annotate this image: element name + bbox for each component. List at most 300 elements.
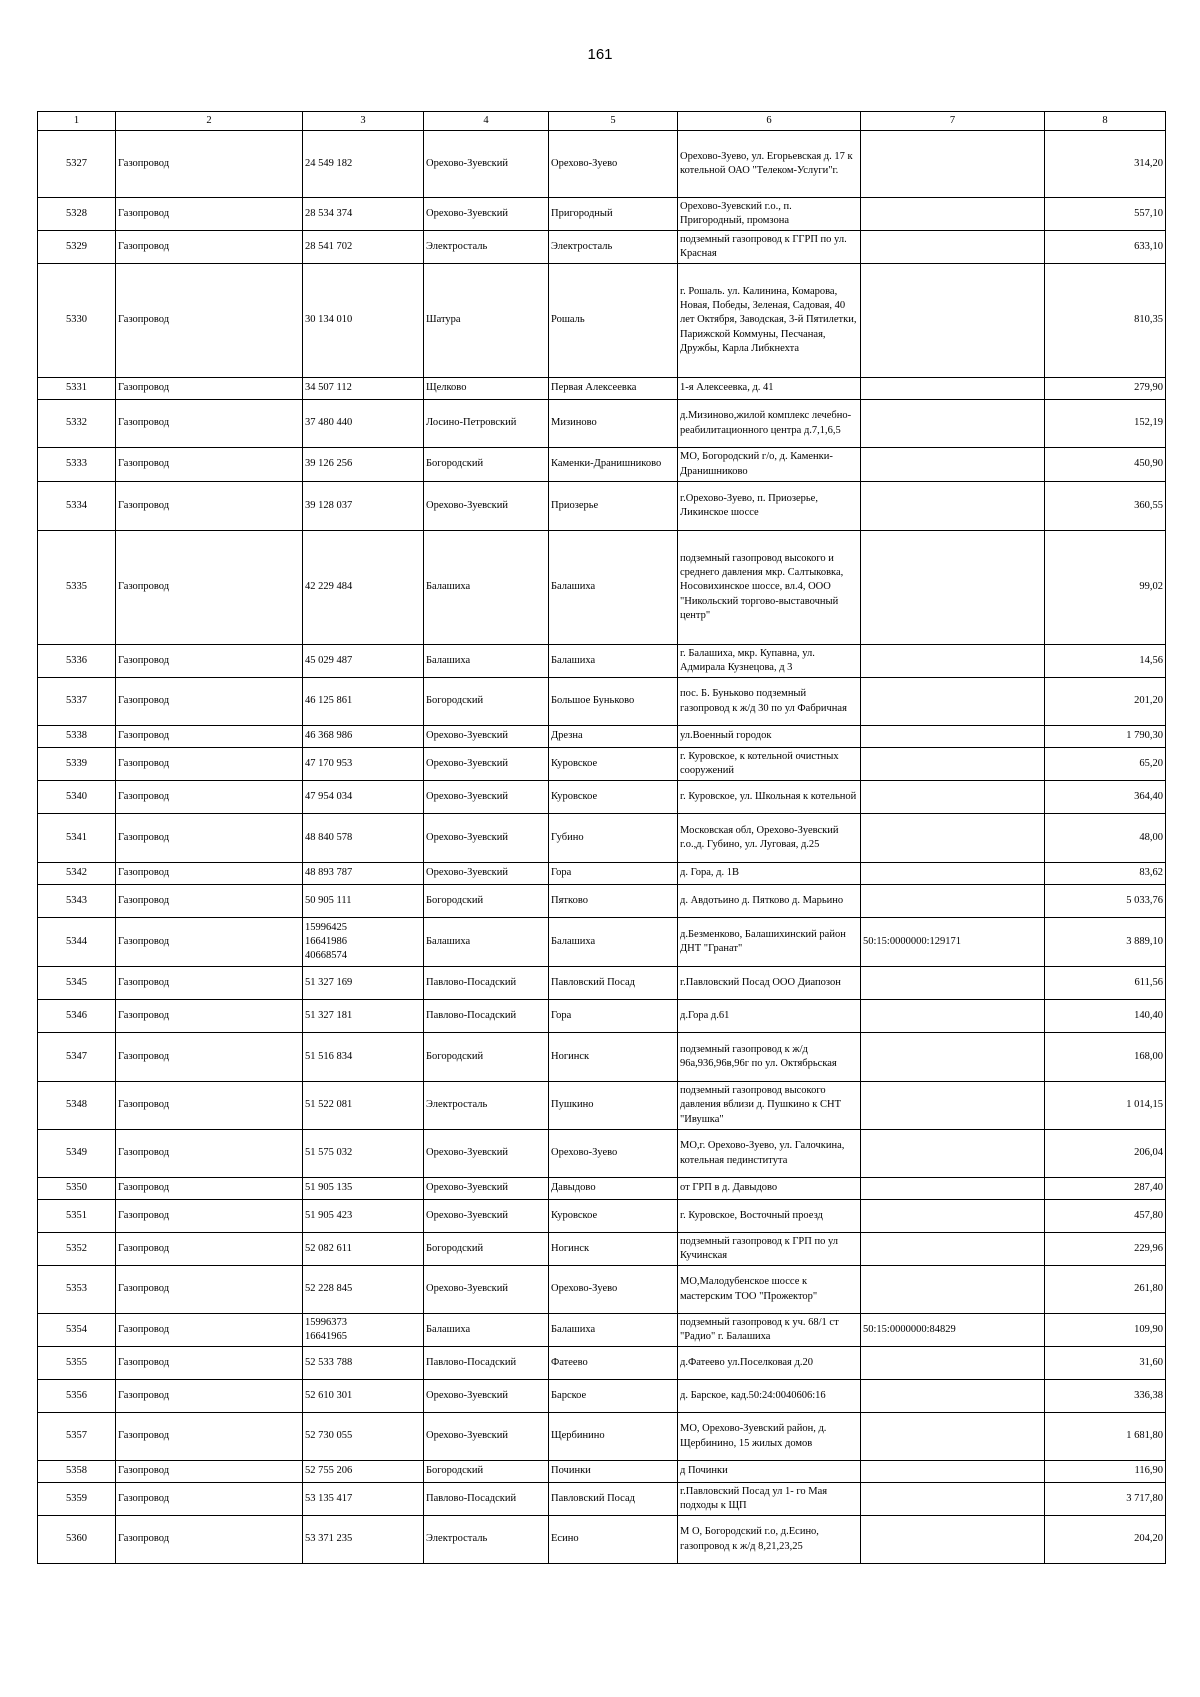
inventory-code-cell: [303, 1347, 424, 1380]
inventory-code-line: 47 954 034: [305, 790, 353, 802]
page-number: 161: [587, 46, 613, 63]
address-cell: г. Балашиха, мкр. Купавна, ул. Адмирала Кузнецова, д 3: [678, 645, 861, 678]
cadastral-number-cell: [861, 198, 1045, 231]
inventory-code-line: 51 327 169: [305, 976, 353, 988]
district-cell: Павлово-Посадский: [424, 1347, 549, 1380]
inventory-code-cell: [303, 781, 424, 814]
address-cell: МО, Богородский г/о, д. Каменки-Дранишниково: [678, 448, 861, 482]
inventory-code-cell: [303, 1178, 424, 1200]
cadastral-number-cell: [861, 967, 1045, 1000]
object-type-cell: Газопровод: [116, 131, 303, 198]
inventory-code-line: 15996425: [305, 921, 347, 933]
table-body: [38, 131, 1166, 1564]
locality-cell: Балашиха: [549, 645, 678, 678]
table-row: [38, 726, 1166, 748]
inventory-code-line: 50 905 111: [305, 894, 352, 906]
table-row: [38, 482, 1166, 531]
inventory-code-line: 28 534 374: [305, 207, 353, 219]
cadastral-number-cell: [861, 885, 1045, 918]
address-cell: 1-я Алексеевка, д. 41: [678, 378, 861, 400]
object-type-cell: Газопровод: [116, 1314, 303, 1347]
row-number-cell: 5349: [38, 1130, 116, 1178]
address-cell: г. Куровское, ул. Школьная к котельной: [678, 781, 861, 814]
table-row: [38, 1130, 1166, 1178]
address-cell: подземный газопровод к ж/д 96а,936,96в,96г по ул. Октябрьская: [678, 1033, 861, 1082]
cadastral-number-cell: [861, 1033, 1045, 1082]
column-header: 2: [116, 112, 303, 131]
district-cell: Щелково: [424, 378, 549, 400]
object-type-cell: Газопровод: [116, 814, 303, 863]
object-type-cell: Газопровод: [116, 198, 303, 231]
table-row: [38, 531, 1166, 645]
address-cell: д. Гора, д. 1В: [678, 863, 861, 885]
column-number-row: [38, 112, 1166, 131]
address-cell: д.Гора д.61: [678, 1000, 861, 1033]
inventory-code-line: 51 905 135: [305, 1182, 353, 1194]
locality-cell: Балашиха: [549, 918, 678, 967]
inventory-code-cell: [303, 1082, 424, 1130]
locality-cell: Павловский Посад: [549, 1483, 678, 1516]
row-number-cell: 5331: [38, 378, 116, 400]
length-cell: 287,40: [1045, 1178, 1166, 1200]
object-type-cell: Газопровод: [116, 400, 303, 448]
length-cell: 99,02: [1045, 531, 1166, 645]
row-number-cell: 5350: [38, 1178, 116, 1200]
inventory-code-line: 16641986: [305, 935, 347, 947]
cadastral-number-cell: 50:15:0000000:84829: [861, 1314, 1045, 1347]
address-cell: г. Куровское, Восточный проезд: [678, 1200, 861, 1233]
locality-cell: Пятково: [549, 885, 678, 918]
district-cell: Павлово-Посадский: [424, 967, 549, 1000]
inventory-code-line: 52 533 788: [305, 1356, 353, 1368]
table-row: [38, 885, 1166, 918]
inventory-code-cell: [303, 1000, 424, 1033]
length-cell: 5 033,76: [1045, 885, 1166, 918]
length-cell: 450,90: [1045, 448, 1166, 482]
locality-cell: Балашиха: [549, 531, 678, 645]
object-type-cell: Газопровод: [116, 726, 303, 748]
object-type-cell: Газопровод: [116, 918, 303, 967]
district-cell: Богородский: [424, 448, 549, 482]
locality-cell: Мизиново: [549, 400, 678, 448]
length-cell: 83,62: [1045, 863, 1166, 885]
district-cell: Орехово-Зуевский: [424, 1130, 549, 1178]
address-cell: подземный газопровод к уч. 68/1 ст "Радио" г. Балашиха: [678, 1314, 861, 1347]
length-cell: 65,20: [1045, 748, 1166, 781]
object-type-cell: Газопровод: [116, 1347, 303, 1380]
length-cell: 204,20: [1045, 1516, 1166, 1564]
row-number-cell: 5359: [38, 1483, 116, 1516]
inventory-code-line: 52 755 206: [305, 1465, 353, 1477]
object-type-cell: Газопровод: [116, 1033, 303, 1082]
row-number-cell: 5343: [38, 885, 116, 918]
locality-cell: Гора: [549, 863, 678, 885]
length-cell: 140,40: [1045, 1000, 1166, 1033]
row-number-cell: 5337: [38, 678, 116, 726]
address-cell: г.Орехово-Зуево, п. Приозерье, Ликинское шоссе: [678, 482, 861, 531]
address-cell: МО,Малодубенское шоссе к мастерским ТОО "Прожектор": [678, 1266, 861, 1314]
table-row: [38, 814, 1166, 863]
table-row: [38, 967, 1166, 1000]
address-cell: ул.Военный городок: [678, 726, 861, 748]
cadastral-number-cell: [861, 482, 1045, 531]
object-type-cell: Газопровод: [116, 531, 303, 645]
inventory-code-line: 45 029 487: [305, 654, 353, 666]
locality-cell: Есино: [549, 1516, 678, 1564]
district-cell: Электросталь: [424, 231, 549, 264]
row-number-cell: 5344: [38, 918, 116, 967]
object-type-cell: Газопровод: [116, 1380, 303, 1413]
district-cell: Электросталь: [424, 1516, 549, 1564]
district-cell: Орехово-Зуевский: [424, 1413, 549, 1461]
locality-cell: Фатеево: [549, 1347, 678, 1380]
locality-cell: Орехово-Зуево: [549, 1266, 678, 1314]
inventory-code-line: 52 082 611: [305, 1242, 352, 1254]
row-number-cell: 5333: [38, 448, 116, 482]
locality-cell: Каменки-Дранишниково: [549, 448, 678, 482]
table-row: [38, 1000, 1166, 1033]
object-type-cell: Газопровод: [116, 231, 303, 264]
inventory-code-line: 46 368 986: [305, 730, 353, 742]
row-number-cell: 5341: [38, 814, 116, 863]
length-cell: 116,90: [1045, 1461, 1166, 1483]
locality-cell: Пригородный: [549, 198, 678, 231]
inventory-code-cell: [303, 400, 424, 448]
district-cell: Орехово-Зуевский: [424, 1200, 549, 1233]
locality-cell: Щербинино: [549, 1413, 678, 1461]
district-cell: Лосино-Петровский: [424, 400, 549, 448]
length-cell: 360,55: [1045, 482, 1166, 531]
inventory-code-cell: [303, 198, 424, 231]
table-row: [38, 748, 1166, 781]
district-cell: Шатура: [424, 264, 549, 378]
row-number-cell: 5347: [38, 1033, 116, 1082]
address-cell: д.Безменково, Балашихинский район ДНТ "Гранат": [678, 918, 861, 967]
table-row: [38, 231, 1166, 264]
cadastral-number-cell: [861, 1516, 1045, 1564]
address-cell: г. Рошаль. ул. Калинина, Комарова, Новая, Победы, Зеленая, Садовая, 40 лет Октября, Заводская, 3-й Пятилетки, Парижской Коммуны, Песчаная, Дружбы, Карла Либкнехта: [678, 264, 861, 378]
cadastral-number-cell: [861, 1178, 1045, 1200]
inventory-code-cell: [303, 1130, 424, 1178]
length-cell: 611,56: [1045, 967, 1166, 1000]
inventory-code-cell: [303, 1233, 424, 1266]
row-number-cell: 5353: [38, 1266, 116, 1314]
district-cell: Электросталь: [424, 1082, 549, 1130]
inventory-code-line: 52 228 845: [305, 1283, 353, 1295]
locality-cell: Ногинск: [549, 1233, 678, 1266]
locality-cell: Орехово-Зуево: [549, 131, 678, 198]
inventory-code-line: 34 507 112: [305, 382, 352, 394]
address-cell: подземный газопровод к ГГРП по ул. Красная: [678, 231, 861, 264]
length-cell: 279,90: [1045, 378, 1166, 400]
address-cell: д. Барское, кад.50:24:0040606:16: [678, 1380, 861, 1413]
inventory-code-cell: [303, 131, 424, 198]
table-row: [38, 1266, 1166, 1314]
address-cell: от ГРП в д. Давыдово: [678, 1178, 861, 1200]
object-type-cell: Газопровод: [116, 1266, 303, 1314]
object-type-cell: Газопровод: [116, 967, 303, 1000]
locality-cell: Куровское: [549, 1200, 678, 1233]
cadastral-number-cell: [861, 400, 1045, 448]
inventory-code-line: 51 905 423: [305, 1209, 353, 1221]
length-cell: 1 681,80: [1045, 1413, 1166, 1461]
length-cell: 1 790,30: [1045, 726, 1166, 748]
object-type-cell: Газопровод: [116, 885, 303, 918]
length-cell: 364,40: [1045, 781, 1166, 814]
cadastral-number-cell: [861, 1266, 1045, 1314]
inventory-code-cell: [303, 264, 424, 378]
row-number-cell: 5339: [38, 748, 116, 781]
inventory-code-cell: [303, 378, 424, 400]
address-cell: д.Фатеево ул.Поселковая д.20: [678, 1347, 861, 1380]
inventory-code-cell: [303, 885, 424, 918]
table-row: [38, 918, 1166, 967]
inventory-code-cell: [303, 1380, 424, 1413]
object-type-cell: Газопровод: [116, 1000, 303, 1033]
inventory-code-line: 48 840 578: [305, 831, 353, 843]
locality-cell: Гора: [549, 1000, 678, 1033]
address-cell: подземный газопровод высокого давления вблизи д. Пушкино к СНТ "Ивушка": [678, 1082, 861, 1130]
inventory-code-line: 15996373: [305, 1316, 347, 1328]
row-number-cell: 5328: [38, 198, 116, 231]
cadastral-number-cell: [861, 448, 1045, 482]
inventory-code-cell: [303, 863, 424, 885]
inventory-code-cell: [303, 448, 424, 482]
cadastral-number-cell: [861, 1082, 1045, 1130]
cadastral-number-cell: [861, 531, 1045, 645]
locality-cell: Пушкино: [549, 1082, 678, 1130]
table-row: [38, 1461, 1166, 1483]
object-type-cell: Газопровод: [116, 748, 303, 781]
table-row: [38, 1380, 1166, 1413]
row-number-cell: 5354: [38, 1314, 116, 1347]
inventory-code-line: 37 480 440: [305, 417, 353, 429]
length-cell: 206,04: [1045, 1130, 1166, 1178]
inventory-code-line: 16641965: [305, 1331, 347, 1342]
locality-cell: Починки: [549, 1461, 678, 1483]
length-cell: 1 014,15: [1045, 1082, 1166, 1130]
cadastral-number-cell: [861, 1200, 1045, 1233]
inventory-code-line: 39 126 256: [305, 458, 353, 470]
locality-cell: Дрезна: [549, 726, 678, 748]
inventory-code-line: 30 134 010: [305, 314, 353, 326]
district-cell: Орехово-Зуевский: [424, 863, 549, 885]
district-cell: Балашиха: [424, 918, 549, 967]
inventory-code-cell: [303, 814, 424, 863]
locality-cell: Куровское: [549, 748, 678, 781]
table-row: [38, 678, 1166, 726]
cadastral-number-cell: [861, 645, 1045, 678]
inventory-code-cell: [303, 1483, 424, 1516]
district-cell: Орехово-Зуевский: [424, 781, 549, 814]
row-number-cell: 5358: [38, 1461, 116, 1483]
length-cell: 633,10: [1045, 231, 1166, 264]
table-row: [38, 1200, 1166, 1233]
inventory-code-line: 42 229 484: [305, 581, 353, 593]
cadastral-number-cell: [861, 131, 1045, 198]
length-cell: 201,20: [1045, 678, 1166, 726]
cadastral-number-cell: [861, 863, 1045, 885]
inventory-code-line: 51 516 834: [305, 1050, 353, 1062]
table-row: [38, 1516, 1166, 1564]
address-cell: д. Авдотьино д. Пятково д. Марьино: [678, 885, 861, 918]
row-number-cell: 5342: [38, 863, 116, 885]
cadastral-number-cell: [861, 726, 1045, 748]
cadastral-number-cell: [861, 678, 1045, 726]
locality-cell: Куровское: [549, 781, 678, 814]
cadastral-number-cell: [861, 231, 1045, 264]
gas-pipeline-registry-table: [37, 111, 1166, 1564]
row-number-cell: 5332: [38, 400, 116, 448]
row-number-cell: 5338: [38, 726, 116, 748]
district-cell: Балашиха: [424, 645, 549, 678]
row-number-cell: 5351: [38, 1200, 116, 1233]
table-row: [38, 131, 1166, 198]
address-cell: д Починки: [678, 1461, 861, 1483]
table-row: [38, 1483, 1166, 1516]
district-cell: Орехово-Зуевский: [424, 748, 549, 781]
cadastral-number-cell: 50:15:0000000:129171: [861, 918, 1045, 967]
address-cell: Орехово-Зуево, ул. Егорьевская д. 17 к котельной ОАО "Телеком-Услуги"г.: [678, 131, 861, 198]
object-type-cell: Газопровод: [116, 1516, 303, 1564]
inventory-code-cell: [303, 1516, 424, 1564]
cadastral-number-cell: [861, 781, 1045, 814]
row-number-cell: 5356: [38, 1380, 116, 1413]
cadastral-number-cell: [861, 1461, 1045, 1483]
table-row: [38, 1082, 1166, 1130]
column-header: 4: [424, 112, 549, 131]
address-cell: подземный газопровод к ГРП по ул Кучинская: [678, 1233, 861, 1266]
column-header: 3: [303, 112, 424, 131]
address-cell: Орехово-Зуевский г.о., п. Пригородный, промзона: [678, 198, 861, 231]
object-type-cell: Газопровод: [116, 1461, 303, 1483]
address-cell: г.Павловский Посад ООО Диапозон: [678, 967, 861, 1000]
locality-cell: Барское: [549, 1380, 678, 1413]
cadastral-number-cell: [861, 1380, 1045, 1413]
inventory-code-line: 28 541 702: [305, 240, 353, 252]
row-number-cell: 5360: [38, 1516, 116, 1564]
object-type-cell: Газопровод: [116, 1483, 303, 1516]
inventory-code-line: 39 128 037: [305, 499, 353, 511]
table-row: [38, 1347, 1166, 1380]
table-row: [38, 1413, 1166, 1461]
length-cell: 109,90: [1045, 1314, 1166, 1347]
row-number-cell: 5340: [38, 781, 116, 814]
length-cell: 810,35: [1045, 264, 1166, 378]
object-type-cell: Газопровод: [116, 1413, 303, 1461]
district-cell: Богородский: [424, 1233, 549, 1266]
district-cell: Орехово-Зуевский: [424, 1380, 549, 1413]
address-cell: г.Павловский Посад ул 1- го Мая подходы к ЩП: [678, 1483, 861, 1516]
length-cell: 3 717,80: [1045, 1483, 1166, 1516]
object-type-cell: Газопровод: [116, 482, 303, 531]
address-cell: Московская обл, Орехово-Зуевский г.о.,д. Губино, ул. Луговая, д.25: [678, 814, 861, 863]
address-cell: подземный газопровод высокого и среднего давления мкр. Салтыковка, Носовихинское шоссе, вл.4, ООО "Никольский торгово-выставочный центр": [678, 531, 861, 645]
district-cell: Балашиха: [424, 1314, 549, 1347]
inventory-code-cell: [303, 967, 424, 1000]
locality-cell: Электросталь: [549, 231, 678, 264]
table-row: [38, 1314, 1166, 1347]
row-number-cell: 5335: [38, 531, 116, 645]
object-type-cell: Газопровод: [116, 1130, 303, 1178]
row-number-cell: 5352: [38, 1233, 116, 1266]
inventory-code-line: 24 549 182: [305, 157, 353, 169]
inventory-code-cell: [303, 678, 424, 726]
table-row: [38, 400, 1166, 448]
cadastral-number-cell: [861, 748, 1045, 781]
inventory-code-line: 52 730 055: [305, 1430, 353, 1442]
locality-cell: Балашиха: [549, 1314, 678, 1347]
length-cell: 31,60: [1045, 1347, 1166, 1380]
length-cell: 229,96: [1045, 1233, 1166, 1266]
inventory-code-cell: [303, 726, 424, 748]
length-cell: 261,80: [1045, 1266, 1166, 1314]
object-type-cell: Газопровод: [116, 1178, 303, 1200]
inventory-code-line: 53 135 417: [305, 1492, 353, 1504]
row-number-cell: 5348: [38, 1082, 116, 1130]
column-header: 5: [549, 112, 678, 131]
inventory-code-cell: [303, 748, 424, 781]
length-cell: 336,38: [1045, 1380, 1166, 1413]
locality-cell: Губино: [549, 814, 678, 863]
length-cell: 3 889,10: [1045, 918, 1166, 967]
district-cell: Орехово-Зуевский: [424, 814, 549, 863]
locality-cell: Приозерье: [549, 482, 678, 531]
address-cell: МО, Орехово-Зуевский район, д. Щербинино, 15 жилых домов: [678, 1413, 861, 1461]
length-cell: 14,56: [1045, 645, 1166, 678]
locality-cell: Рошаль: [549, 264, 678, 378]
row-number-cell: 5334: [38, 482, 116, 531]
table-row: [38, 448, 1166, 482]
inventory-code-line: 52 610 301: [305, 1389, 353, 1401]
district-cell: Богородский: [424, 885, 549, 918]
inventory-code-line: 51 327 181: [305, 1009, 353, 1021]
inventory-code-cell: [303, 1413, 424, 1461]
table-row: [38, 1233, 1166, 1266]
cadastral-number-cell: [861, 264, 1045, 378]
district-cell: Орехово-Зуевский: [424, 482, 549, 531]
inventory-code-cell: [303, 1200, 424, 1233]
cadastral-number-cell: [861, 814, 1045, 863]
inventory-code-cell: [303, 918, 424, 967]
object-type-cell: Газопровод: [116, 645, 303, 678]
table-row: [38, 645, 1166, 678]
inventory-code-cell: [303, 1033, 424, 1082]
cadastral-number-cell: [861, 378, 1045, 400]
row-number-cell: 5330: [38, 264, 116, 378]
length-cell: 168,00: [1045, 1033, 1166, 1082]
address-cell: д.Мизиново,жилой комплекс лечебно-реабилитационного центра д.7,1,6,5: [678, 400, 861, 448]
locality-cell: Павловский Посад: [549, 967, 678, 1000]
object-type-cell: Газопровод: [116, 378, 303, 400]
inventory-code-cell: [303, 1266, 424, 1314]
address-cell: г. Куровское, к котельной очистных сооружений: [678, 748, 861, 781]
row-number-cell: 5345: [38, 967, 116, 1000]
locality-cell: Первая Алексеевка: [549, 378, 678, 400]
column-header: 1: [38, 112, 116, 131]
locality-cell: Ногинск: [549, 1033, 678, 1082]
locality-cell: Давыдово: [549, 1178, 678, 1200]
address-cell: М О, Богородский г.о, д.Есино, газопровод к ж/д 8,21,23,25: [678, 1516, 861, 1564]
address-cell: МО,г. Орехово-Зуево, ул. Галочкина, котельная пединститута: [678, 1130, 861, 1178]
inventory-code-cell: [303, 482, 424, 531]
object-type-cell: Газопровод: [116, 1233, 303, 1266]
table-row: [38, 781, 1166, 814]
table-row: [38, 264, 1166, 378]
address-cell: пос. Б. Буньково подземный газопровод к ж/д 30 по ул Фабричная: [678, 678, 861, 726]
district-cell: Орехово-Зуевский: [424, 131, 549, 198]
locality-cell: Орехово-Зуево: [549, 1130, 678, 1178]
